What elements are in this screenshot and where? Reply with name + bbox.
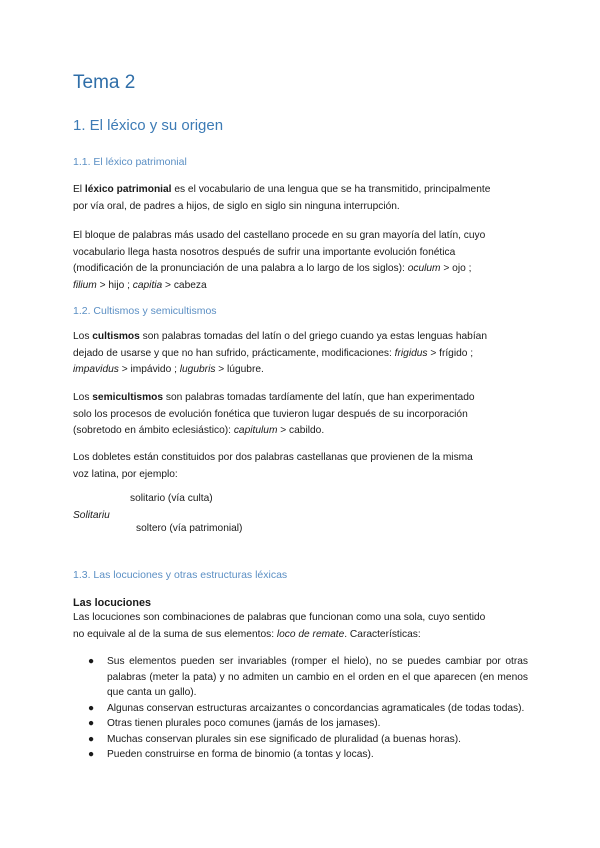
paragraph-line xyxy=(73,627,527,644)
text-run: es el vocabulario de una lengua que se ha transmitido, principalmente xyxy=(171,184,491,195)
latin-example: frigidus xyxy=(394,347,428,359)
bullet-icon: ● xyxy=(88,749,95,760)
paragraph-cultismos xyxy=(73,329,527,379)
paragraph-line xyxy=(73,390,527,407)
paragraph-line: voz latina, por ejemplo: xyxy=(73,468,178,480)
text-run: . Características: xyxy=(344,628,421,640)
text-run: > frígido ; xyxy=(427,347,474,359)
paragraph-line xyxy=(73,346,527,363)
paragraph-line: solo los procesos de evolución fonética que tuvieron lugar después de su incorporación xyxy=(73,408,468,420)
text-run: (sobretodo en ámbito eclesiástico): xyxy=(73,425,234,436)
list-item xyxy=(88,716,528,732)
list-item-text: Pueden construirse en forma de binomio (a tontas y locas). xyxy=(107,749,374,760)
paragraph-locuciones xyxy=(73,610,527,643)
characteristics-list xyxy=(88,654,528,763)
bold-term: semicultismos xyxy=(92,392,164,403)
paragraph-line xyxy=(73,278,527,295)
paragraph-semicultismos xyxy=(73,390,527,440)
list-item-text: Algunas conservan estructuras arcaizantes o concordancias agramaticales (de todas todas). xyxy=(107,702,525,714)
text-run: > impávido ; xyxy=(118,364,180,375)
list-item-text: Otras tienen plurales poco comunes (jamás de los jamases). xyxy=(107,718,381,729)
text-run: son palabras tomadas tardíamente del latín, que han experimentado xyxy=(163,392,475,403)
list-item xyxy=(88,654,528,701)
text-run: > lúgubre. xyxy=(215,364,264,375)
text-run: Los xyxy=(73,392,93,403)
text-run: > cabildo. xyxy=(277,425,325,436)
subheading-1-1: 1.1. El léxico patrimonial xyxy=(73,156,187,168)
latin-example: lugubris xyxy=(179,364,216,375)
paragraph-line: Los dobletes están constituidos por dos palabras castellanas que provienen de la misma xyxy=(73,452,473,463)
paragraph-lexico-patrimonial xyxy=(73,182,527,215)
paragraph-dobletes xyxy=(73,450,527,483)
text-run: > hijo ; xyxy=(96,279,133,291)
list-item xyxy=(88,701,528,717)
section-heading-1: 1. El léxico y su origen xyxy=(73,117,224,134)
list-item xyxy=(88,747,528,763)
paragraph-bloque-latin xyxy=(73,228,527,294)
paragraph-line: vocabulario llega hasta nosotros después de sufrir una importante evolución fonética xyxy=(73,246,456,258)
paragraph-line xyxy=(73,182,527,199)
paragraph-line: Las locuciones son combinaciones de palabras que funcionan como una sola, cuyo sentido xyxy=(73,612,486,623)
example-phrase: loco de remate xyxy=(276,628,345,640)
latin-example: filium xyxy=(73,279,97,291)
doublet-culta: solitario (vía culta) xyxy=(130,493,213,504)
paragraph-line xyxy=(73,329,527,346)
latin-example: capitulum xyxy=(233,425,278,436)
doublet-patrimonial: soltero (vía patrimonial) xyxy=(136,523,243,534)
page-title: Tema 2 xyxy=(73,72,136,93)
bullet-icon: ● xyxy=(88,656,95,667)
list-item-text: Sus elementos pueden ser invariables (romper el hielo), no se puedes cambiar por otras palabras (meter la pata) y no admiten un cambio en el orden en el que aparecen (en menos que canta un gallo). xyxy=(107,656,528,698)
text-run: dejado de usarse y que no han sufrido, prácticamente, modificaciones: xyxy=(73,347,395,359)
subheading-1-2: 1.2. Cultismos y semicultismos xyxy=(73,305,217,317)
paragraph-line xyxy=(73,261,527,278)
paragraph-line: El bloque de palabras más usado del castellano procede en su gran mayoría del latín, cuyo xyxy=(73,230,486,241)
latin-example: capitia xyxy=(132,279,163,291)
text-run: El xyxy=(73,184,85,195)
text-run: > cabeza xyxy=(162,279,207,291)
bullet-icon: ● xyxy=(88,718,95,729)
bold-term: cultismos xyxy=(92,331,140,342)
bold-term: léxico patrimonial xyxy=(84,184,172,195)
latin-example: oculum xyxy=(407,263,441,274)
text-run: son palabras tomadas del latín o del griego cuando ya estas lenguas habían xyxy=(139,331,488,342)
paragraph-line xyxy=(73,423,527,440)
doublet-latin-root: Solitariu xyxy=(73,510,110,521)
text-run: Los xyxy=(73,331,93,342)
paragraph-line xyxy=(73,362,527,379)
text-run: no equivale al de la suma de sus elementos: xyxy=(73,628,277,640)
list-item xyxy=(88,732,528,748)
subhead-locuciones: Las locuciones xyxy=(73,597,152,609)
text-run: > ojo ; xyxy=(440,263,472,274)
bullet-icon: ● xyxy=(88,702,95,714)
bullet-icon: ● xyxy=(88,733,95,745)
text-run: (modificación de la pronunciación de una palabra a lo largo de los siglos): xyxy=(73,263,408,274)
subheading-1-3: 1.3. Las locuciones y otras estructuras léxicas xyxy=(73,569,288,581)
list-item-text: Muchas conservan plurales sin ese significado de pluralidad (a buenas horas). xyxy=(107,733,461,745)
paragraph-line: por vía oral, de padres a hijos, de siglo en siglo sin ninguna interrupción. xyxy=(73,200,400,212)
latin-example: impavidus xyxy=(73,364,119,375)
